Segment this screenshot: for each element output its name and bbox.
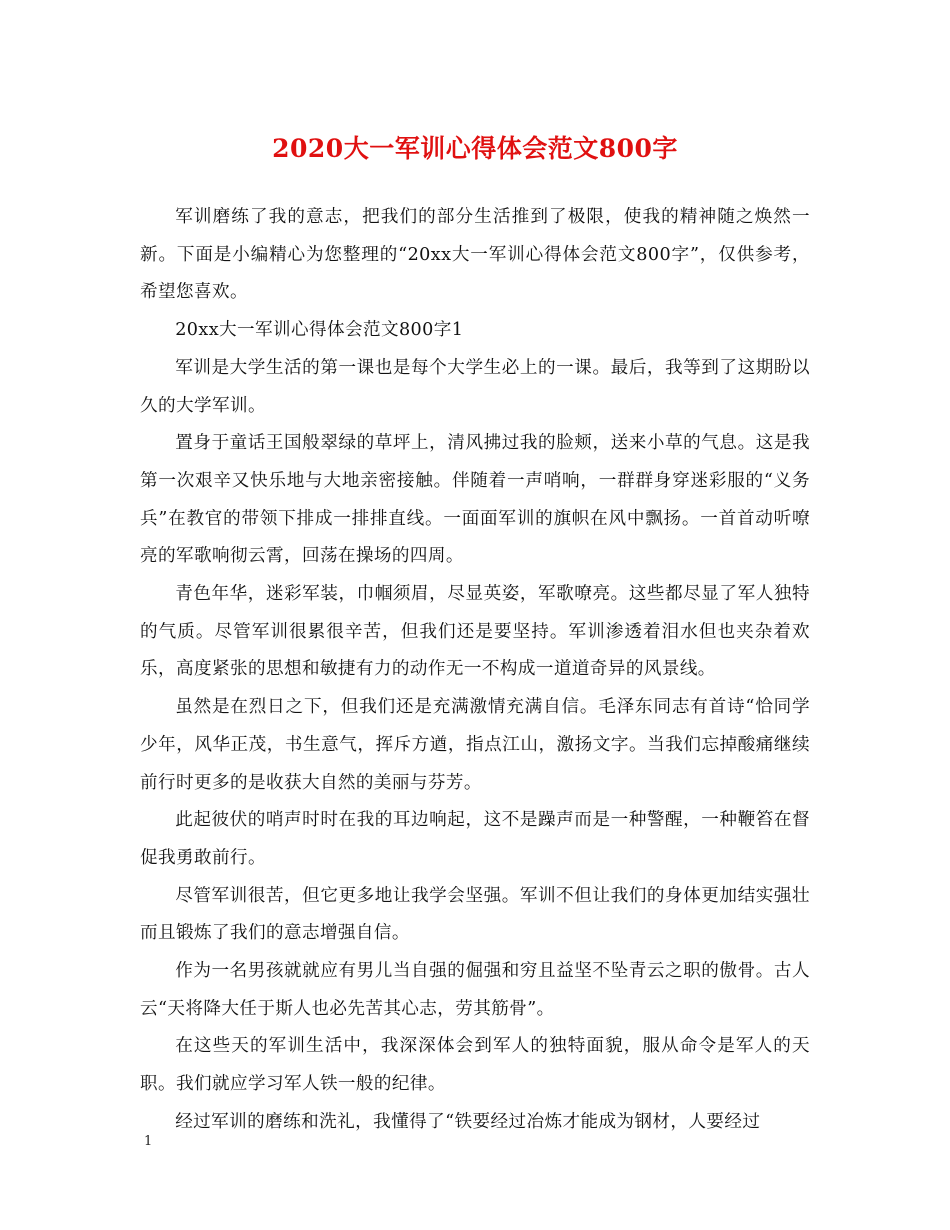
page-number: 1 [144, 1134, 153, 1149]
document-body [140, 199, 810, 1142]
paragraph: 置身于童话王国般翠绿的草坪上，清风拂过我的脸颊，送来小草的气息。这是我第一次艰辛又快乐地与大地亲密接触。伴随着一声哨响，一群群身穿迷彩服的“义务兵”在教官的带领下排成一排排直线。一面面军训的旗帜在风中飘扬。一首首动听嘹亮的军歌响彻云霄，回荡在操场的四周。 [140, 433, 810, 567]
paragraph: 此起彼伏的哨声时时在我的耳边响起，这不是躁声而是一种警醒，一种鞭笞在督促我勇敢前行。 [140, 810, 810, 868]
paragraph-subheading: 20xx大一军训心得体会范文800字1 [175, 320, 464, 341]
document-title: 2020大一军训心得体会范文800字 [272, 134, 678, 163]
paragraph: 虽然是在烈日之下，但我们还是充满激情充满自信。毛泽东同志有首诗“恰同学少年，风华正茂，书生意气，挥斥方遒，指点江山，激扬文字。当我们忘掉酸痛继续前行时更多的是收获大自然的美丽与芬芳。 [140, 697, 810, 793]
paragraph: 在这些天的军训生活中，我深深体会到军人的独特面貌，服从命令是军人的天职。我们就应学习军人铁一般的纪律。 [140, 1036, 810, 1095]
paragraph: 尽管军训很苦，但它更多地让我学会坚强。军训不但让我们的身体更加结实强壮而且锻炼了我们的意志增强自信。 [140, 885, 810, 944]
paragraph: 经过军训的磨练和洗礼，我懂得了“铁要经过冶炼才能成为钢材，人要经过 [175, 1111, 761, 1132]
paragraph: 军训是大学生活的第一课也是每个大学生必上的一课。最后，我等到了这期盼以久的大学军训。 [140, 357, 810, 416]
paragraph-intro: 军训磨练了我的意志，把我们的部分生活推到了极限，使我的精神随之焕然一新。下面是小编精心为您整理的“20xx大一军训心得体会范文800字”，仅供参考，希望您喜欢。 [140, 207, 810, 303]
paragraph: 作为一名男孩就就应有男儿当自强的倔强和穷且益坚不坠青云之职的傲骨。古人云“天将降大任于斯人也必先苦其心志，劳其筋骨”。 [140, 961, 810, 1019]
paragraph: 青色年华，迷彩军装，巾帼须眉，尽显英姿，军歌嘹亮。这些都尽显了军人独特的气质。尽管军训很累很辛苦，但我们还是要坚持。军训渗透着泪水但也夹杂着欢乐，高度紧张的思想和敏捷有力的动作无一不构成一道道奇异的风景线。 [140, 584, 810, 680]
